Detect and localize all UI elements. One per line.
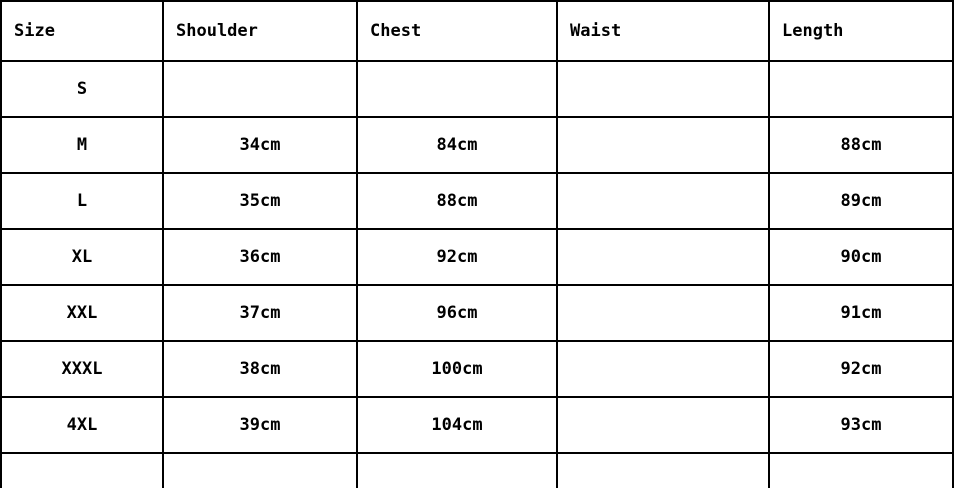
column-header-size: Size (1, 1, 163, 61)
cell-shoulder (163, 453, 357, 488)
cell-size: M (1, 117, 163, 173)
cell-waist (557, 173, 769, 229)
cell-waist (557, 117, 769, 173)
cell-size: L (1, 173, 163, 229)
column-header-length: Length (769, 1, 953, 61)
cell-size: XXL (1, 285, 163, 341)
column-header-waist: Waist (557, 1, 769, 61)
cell-shoulder (163, 61, 357, 117)
cell-shoulder: 37cm (163, 285, 357, 341)
cell-chest: 96cm (357, 285, 557, 341)
cell-length: 89cm (769, 173, 953, 229)
cell-size: XXXL (1, 341, 163, 397)
table-header (1, 1, 953, 61)
table-row (1, 117, 953, 173)
cell-length (769, 61, 953, 117)
cell-length (769, 453, 953, 488)
cell-waist (557, 341, 769, 397)
table-row (1, 341, 953, 397)
cell-length: 91cm (769, 285, 953, 341)
cell-waist (557, 61, 769, 117)
cell-chest (357, 61, 557, 117)
column-header-chest: Chest (357, 1, 557, 61)
cell-chest (357, 453, 557, 488)
cell-length: 88cm (769, 117, 953, 173)
column-header-shoulder: Shoulder (163, 1, 357, 61)
cell-size: S (1, 61, 163, 117)
cell-length: 93cm (769, 397, 953, 453)
cell-shoulder: 34cm (163, 117, 357, 173)
cell-size: 4XL (1, 397, 163, 453)
cell-waist (557, 229, 769, 285)
table-row (1, 173, 953, 229)
cell-length: 90cm (769, 229, 953, 285)
cell-shoulder: 35cm (163, 173, 357, 229)
cell-chest: 104cm (357, 397, 557, 453)
cell-waist (557, 453, 769, 488)
table-row (1, 397, 953, 453)
table-header-row (1, 1, 953, 61)
cell-waist (557, 397, 769, 453)
table-row (1, 61, 953, 117)
table-row (1, 229, 953, 285)
table-row (1, 285, 953, 341)
cell-chest: 92cm (357, 229, 557, 285)
cell-chest: 84cm (357, 117, 557, 173)
cell-chest: 88cm (357, 173, 557, 229)
cell-waist (557, 285, 769, 341)
cell-chest: 100cm (357, 341, 557, 397)
table-body (1, 61, 953, 488)
cell-shoulder: 38cm (163, 341, 357, 397)
cell-size (1, 453, 163, 488)
cell-length: 92cm (769, 341, 953, 397)
table-row (1, 453, 953, 488)
cell-size: XL (1, 229, 163, 285)
cell-shoulder: 39cm (163, 397, 357, 453)
cell-shoulder: 36cm (163, 229, 357, 285)
